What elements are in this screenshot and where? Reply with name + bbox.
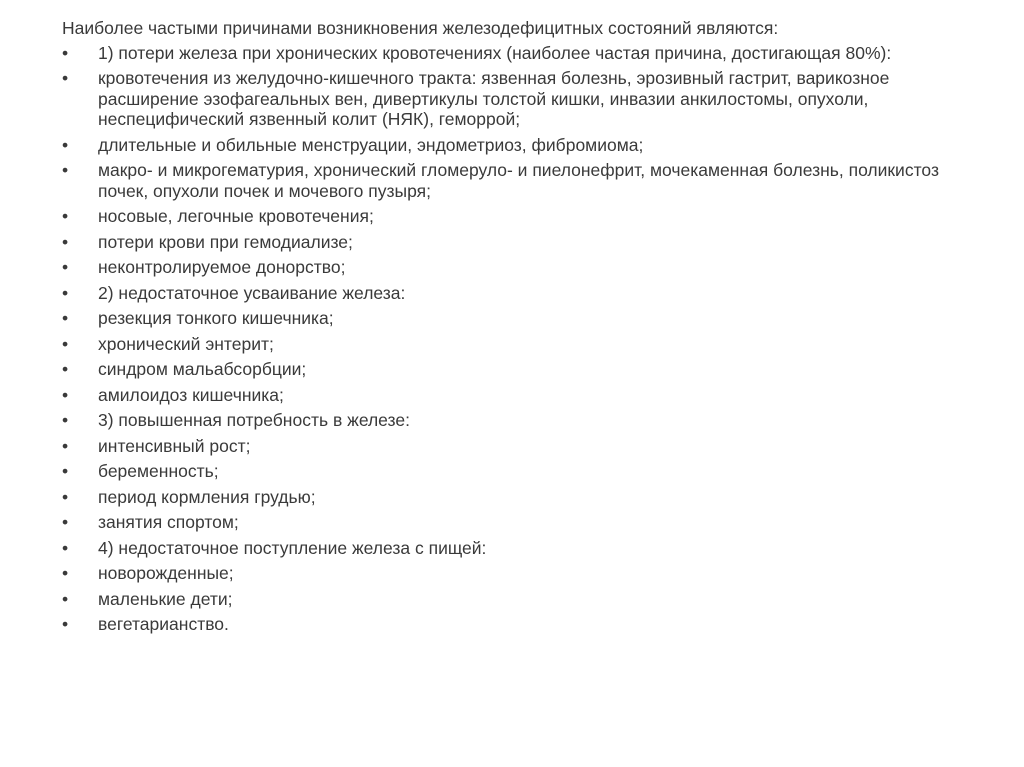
list-item-text: потери крови при гемодиализе; (98, 231, 353, 252)
list-item-text: макро- и микрогематурия, хронический гломеруло- и пиелонефрит, мочекаменная болезнь, поликистоз почек, опухоли почек и мочевого пузыря; (98, 160, 939, 201)
list-item-text: занятия спортом; (98, 512, 239, 532)
bullet-icon: • (62, 435, 69, 456)
bullet-icon: • (62, 231, 69, 252)
bullet-icon: • (62, 68, 69, 88)
list-item (62, 257, 962, 278)
list-item (62, 512, 962, 533)
list-item (62, 589, 962, 610)
list-item-text: 2) недостаточное усваивание железа: (98, 282, 406, 303)
list-item-text: 4) недостаточное поступление железа с пищей: (98, 537, 487, 558)
list-item-text: носовые, легочные кровотечения; (98, 206, 374, 226)
list-item-text: резекция тонкого кишечника; (98, 308, 334, 328)
bullet-icon: • (62, 359, 69, 379)
list-item-text: маленькие дети; (98, 588, 233, 609)
bullet-icon: • (62, 461, 69, 481)
bullet-icon: • (62, 512, 69, 532)
list-item-text: синдром мальабсорбции; (98, 359, 307, 379)
bullet-icon: • (62, 486, 69, 507)
list-item-text: новорожденные; (98, 563, 234, 583)
bullet-list (62, 43, 962, 635)
list-item-text: интенсивный рост; (98, 435, 251, 456)
list-item (62, 135, 962, 156)
bullet-icon: • (62, 614, 69, 634)
bullet-icon: • (62, 42, 69, 63)
bullet-icon: • (62, 282, 69, 303)
list-item-text: кровотечения из желудочно-кишечного тракта: язвенная болезнь, эрозивный гастрит, варикозное расширение эзофагеальных вен, дивертикулы толстой кишки, инвазии анкилостомы, опухоли, неспецифический язвенный колит (НЯК), геморрой; (98, 68, 890, 129)
list-item (62, 563, 962, 584)
bullet-icon: • (62, 206, 69, 226)
bullet-icon: • (62, 384, 69, 405)
bullet-icon: • (62, 563, 69, 583)
list-item (62, 334, 962, 355)
list-item-text: 3) повышенная потребность в железе: (98, 410, 410, 430)
list-item-text: неконтролируемое донорство; (98, 257, 346, 277)
list-item (62, 538, 962, 559)
list-item (62, 68, 962, 130)
list-item (62, 385, 962, 406)
list-item (62, 614, 962, 635)
list-item (62, 308, 962, 329)
list-item-text: период кормления грудью; (98, 486, 316, 507)
list-item (62, 436, 962, 457)
list-item-text: 1) потери железа при хронических кровотечениях (наиболее частая причина, достигающая 80%): (98, 42, 892, 63)
bullet-icon: • (62, 537, 69, 558)
list-item (62, 359, 962, 380)
bullet-icon: • (62, 410, 69, 430)
bullet-icon: • (62, 134, 69, 155)
list-item (62, 43, 962, 64)
list-item-text: вегетарианство. (98, 614, 229, 634)
bullet-icon: • (62, 257, 69, 277)
bullet-icon: • (62, 333, 69, 354)
list-item-text: длительные и обильные менструации, эндометриоз, фибромиома; (98, 134, 644, 155)
bullet-icon: • (62, 588, 69, 609)
list-item (62, 232, 962, 253)
list-item (62, 487, 962, 508)
list-item-text: хронический энтерит; (98, 333, 274, 354)
list-item (62, 206, 962, 227)
bullet-icon: • (62, 308, 69, 328)
list-item-text: амилоидоз кишечника; (98, 384, 284, 405)
list-item (62, 283, 962, 304)
intro-text: Наиболее частыми причинами возникновения железодефицитных состояний являются: (62, 18, 779, 38)
list-item (62, 160, 962, 201)
bullet-icon: • (62, 160, 69, 180)
list-item-text: беременность; (98, 461, 219, 481)
list-item (62, 461, 962, 482)
slide-content (62, 18, 962, 640)
list-item (62, 410, 962, 431)
